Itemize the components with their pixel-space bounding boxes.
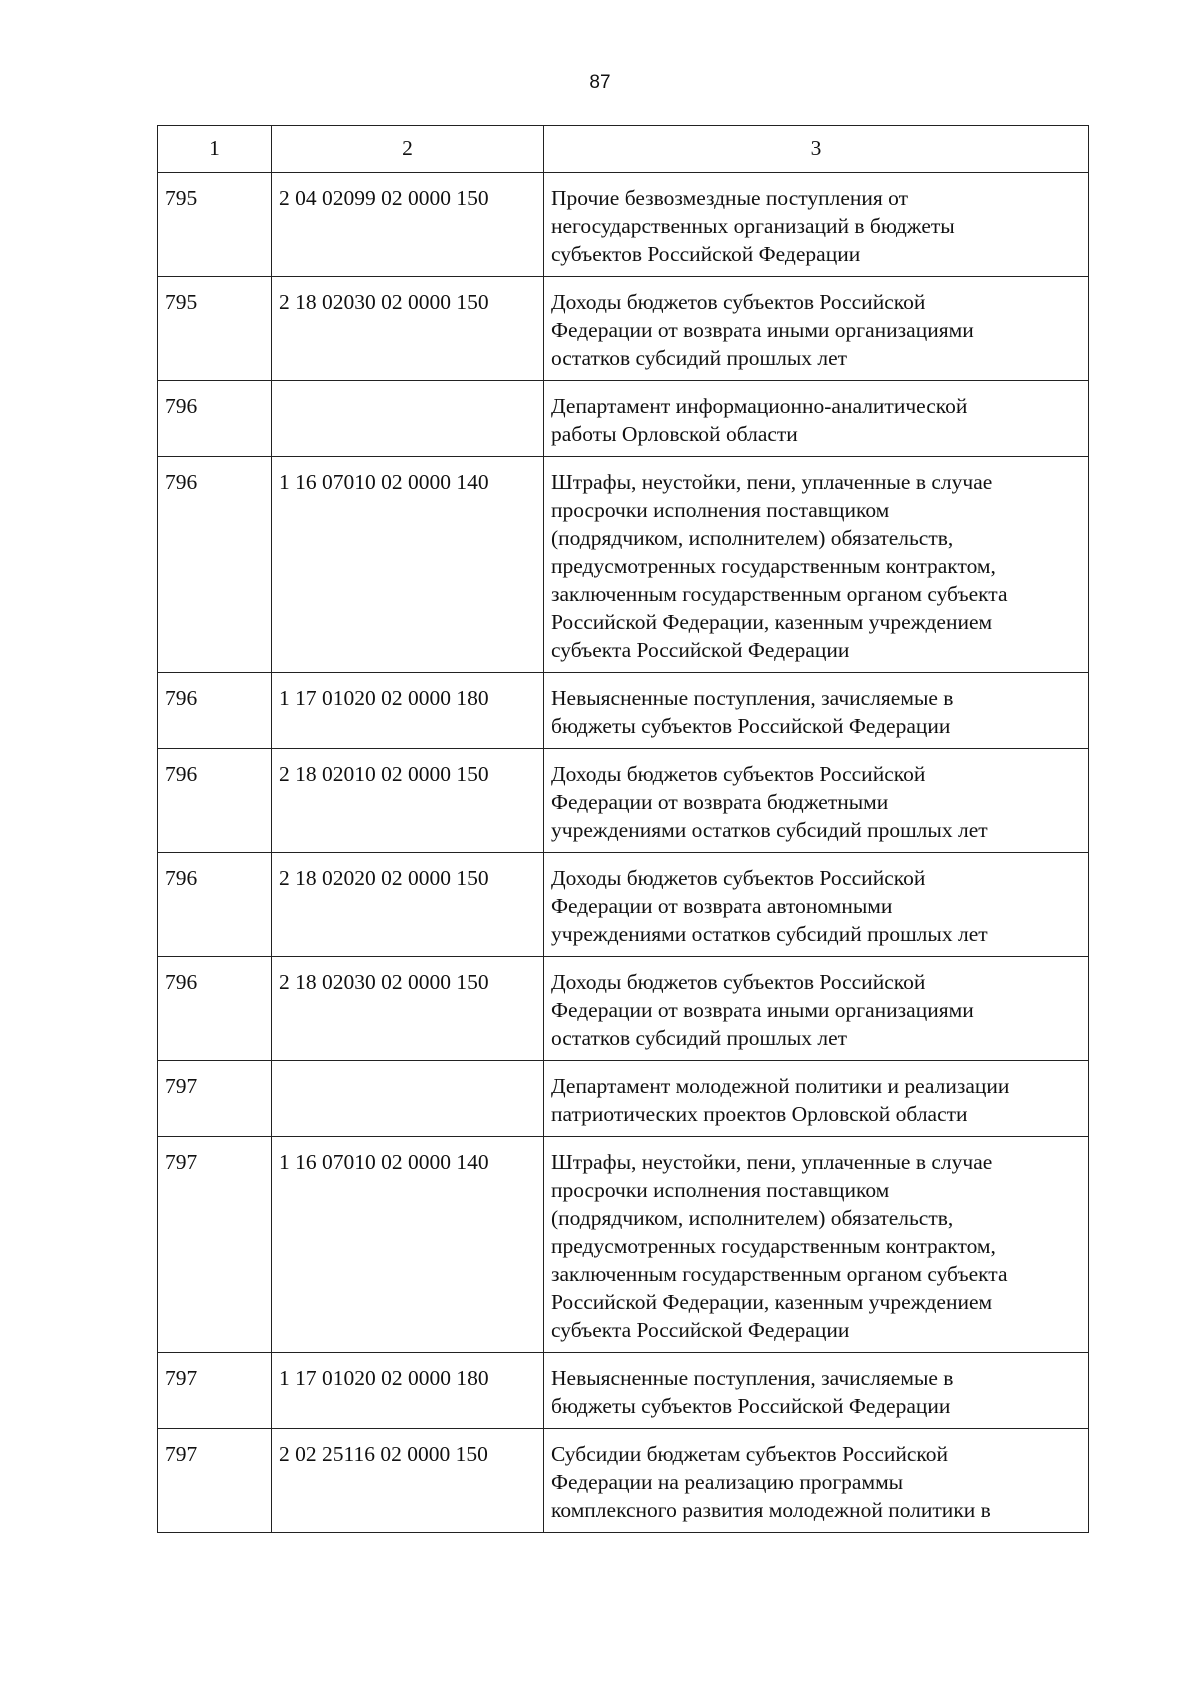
- table-header-row: [158, 126, 1089, 173]
- revenue-name-line: Штрафы, неустойки, пени, уплаченные в случае: [551, 1150, 993, 1174]
- admin-code-cell: 797: [158, 1061, 272, 1137]
- revenue-name-line: субъекта Российской Федерации: [551, 638, 850, 662]
- revenue-name-line: заключенным государственным органом субъекта: [551, 1262, 1008, 1286]
- revenue-name-line: Доходы бюджетов субъектов Российской: [551, 970, 926, 994]
- revenue-name-cell: [544, 749, 1089, 853]
- revenue-name-line: Доходы бюджетов субъектов Российской: [551, 866, 926, 890]
- revenue-name-line: Федерации от возврата бюджетными: [551, 790, 889, 814]
- revenue-code-cell: 1 17 01020 02 0000 180: [272, 1353, 544, 1429]
- revenue-name-line: Федерации от возврата иными организациями: [551, 998, 974, 1022]
- revenue-name-line: просрочки исполнения поставщиком: [551, 1178, 890, 1202]
- revenue-name-line: учреждениями остатков субсидий прошлых лет: [551, 922, 988, 946]
- revenue-code-cell: 2 18 02030 02 0000 150: [272, 957, 544, 1061]
- table-row: [158, 1137, 1089, 1353]
- revenue-name-line: бюджеты субъектов Российской Федерации: [551, 1394, 951, 1418]
- admin-code-cell: 796: [158, 673, 272, 749]
- revenue-name-line: комплексного развития молодежной политики в: [551, 1498, 991, 1522]
- admin-code-cell: 796: [158, 457, 272, 673]
- revenue-name-line: Штрафы, неустойки, пени, уплаченные в случае: [551, 470, 993, 494]
- revenue-name-cell: [544, 957, 1089, 1061]
- revenue-code-cell: 2 18 02010 02 0000 150: [272, 749, 544, 853]
- revenue-name-line: учреждениями остатков субсидий прошлых лет: [551, 818, 988, 842]
- revenue-name-line: Субсидии бюджетам субъектов Российской: [551, 1442, 949, 1466]
- revenue-name-cell: [544, 673, 1089, 749]
- column-header-3: 3: [544, 126, 1089, 173]
- revenue-name-cell: [544, 853, 1089, 957]
- table-row: [158, 173, 1089, 277]
- revenue-name-line: Федерации на реализацию программы: [551, 1470, 904, 1494]
- revenue-name-line: Невыясненные поступления, зачисляемые в: [551, 686, 954, 710]
- admin-code-cell: 797: [158, 1429, 272, 1533]
- revenue-code-cell: 1 16 07010 02 0000 140: [272, 457, 544, 673]
- revenue-code-cell: 1 17 01020 02 0000 180: [272, 673, 544, 749]
- revenue-name-line: Доходы бюджетов субъектов Российской: [551, 290, 926, 314]
- revenue-name-cell: [544, 1137, 1089, 1353]
- page-number: 87: [589, 72, 611, 93]
- revenue-code-cell: 2 02 25116 02 0000 150: [272, 1429, 544, 1533]
- revenue-name-line: Департамент молодежной политики и реализации: [551, 1074, 1010, 1098]
- table-row: [158, 957, 1089, 1061]
- revenue-code-cell: 1 16 07010 02 0000 140: [272, 1137, 544, 1353]
- table-row: [158, 381, 1089, 457]
- revenue-name-cell: [544, 277, 1089, 381]
- revenue-name-cell: [544, 1429, 1089, 1533]
- revenue-name-line: бюджеты субъектов Российской Федерации: [551, 714, 951, 738]
- table-row: [158, 457, 1089, 673]
- revenue-name-line: Российской Федерации, казенным учреждением: [551, 1290, 993, 1314]
- revenue-name-line: Федерации от возврата иными организациями: [551, 318, 974, 342]
- revenue-name-line: работы Орловской области: [551, 422, 798, 446]
- table-row: [158, 749, 1089, 853]
- revenue-name-line: Федерации от возврата автономными: [551, 894, 893, 918]
- revenue-code-cell: 2 18 02020 02 0000 150: [272, 853, 544, 957]
- revenue-name-line: заключенным государственным органом субъекта: [551, 582, 1008, 606]
- revenue-name-cell: [544, 381, 1089, 457]
- revenue-name-line: Прочие безвозмездные поступления от: [551, 186, 909, 210]
- revenue-name-line: Невыясненные поступления, зачисляемые в: [551, 1366, 954, 1390]
- table-row: [158, 1353, 1089, 1429]
- revenue-name-line: Доходы бюджетов субъектов Российской: [551, 762, 926, 786]
- revenue-name-line: негосударственных организаций в бюджеты: [551, 214, 955, 238]
- revenue-name-line: патриотических проектов Орловской области: [551, 1102, 968, 1126]
- revenue-name-line: остатков субсидий прошлых лет: [551, 1026, 848, 1050]
- revenue-name-line: остатков субсидий прошлых лет: [551, 346, 848, 370]
- table-row: [158, 853, 1089, 957]
- admin-code-cell: 796: [158, 853, 272, 957]
- revenue-name-line: просрочки исполнения поставщиком: [551, 498, 890, 522]
- column-header-2: 2: [272, 126, 544, 173]
- revenue-name-line: (подрядчиком, исполнителем) обязательств,: [551, 1206, 954, 1230]
- revenue-code-cell: 2 04 02099 02 0000 150: [272, 173, 544, 277]
- revenue-name-line: предусмотренных государственным контрактом,: [551, 554, 996, 578]
- budget-revenue-table: [157, 125, 1089, 1533]
- admin-code-cell: 796: [158, 381, 272, 457]
- column-header-1: 1: [158, 126, 272, 173]
- table-row: [158, 277, 1089, 381]
- revenue-name-cell: [544, 1353, 1089, 1429]
- table-row: [158, 1429, 1089, 1533]
- revenue-name-line: Российской Федерации, казенным учреждением: [551, 610, 993, 634]
- revenue-name-line: предусмотренных государственным контрактом,: [551, 1234, 996, 1258]
- revenue-code-cell: 2 18 02030 02 0000 150: [272, 277, 544, 381]
- revenue-name-line: (подрядчиком, исполнителем) обязательств,: [551, 526, 954, 550]
- admin-code-cell: 795: [158, 173, 272, 277]
- admin-code-cell: 797: [158, 1353, 272, 1429]
- table-body: [158, 173, 1089, 1533]
- admin-code-cell: 796: [158, 957, 272, 1061]
- revenue-name-line: Департамент информационно-аналитической: [551, 394, 968, 418]
- revenue-name-line: субъектов Российской Федерации: [551, 242, 861, 266]
- admin-code-cell: 796: [158, 749, 272, 853]
- revenue-name-cell: [544, 1061, 1089, 1137]
- table-row: [158, 673, 1089, 749]
- revenue-code-cell: [272, 381, 544, 457]
- revenue-code-cell: [272, 1061, 544, 1137]
- admin-code-cell: 795: [158, 277, 272, 381]
- admin-code-cell: 797: [158, 1137, 272, 1353]
- revenue-name-cell: [544, 457, 1089, 673]
- revenue-name-cell: [544, 173, 1089, 277]
- table-row: [158, 1061, 1089, 1137]
- revenue-name-line: субъекта Российской Федерации: [551, 1318, 850, 1342]
